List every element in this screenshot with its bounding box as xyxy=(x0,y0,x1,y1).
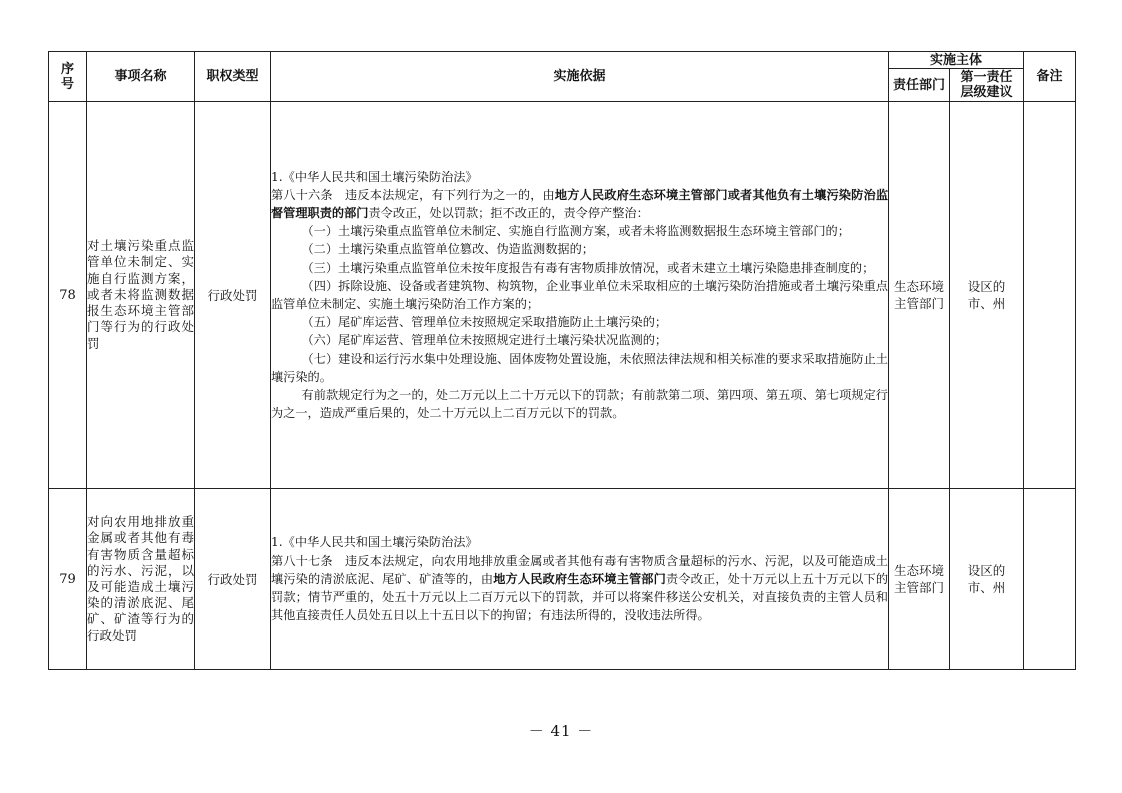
remark xyxy=(1024,102,1076,489)
responsibility-level: 设区的 市、州 xyxy=(950,489,1024,670)
header-power-type: 职权类型 xyxy=(195,52,271,102)
power-type: 行政处罚 xyxy=(195,102,271,489)
item-name: 对向农用地排放重金属或者其他有毒有害物质含量超标的污水、污泥，以及可能造成土壤污染的清淤底泥、尾矿、矿渣等行为的行政处罚 xyxy=(87,489,195,670)
article-text: 第八十六条 违反本法规定，有下列行为之一的，由地方人民政府生态环境主管部门或者其他负有土壤污染防治监督管理职责的部门责令改正，处以罚款；拒不改正的，责令停产整治： xyxy=(271,187,889,220)
clause-item: （二）土壤污染重点监管单位篡改、伪造监测数据的； xyxy=(301,242,594,257)
row-number: 78 xyxy=(49,102,87,489)
responsible-authority: 地方人民政府生态环境主管部门 xyxy=(493,571,666,586)
item-name: 对土壤污染重点监管单位未制定、实施自行监测方案，或者未将监测数据报生态环境主管部门等行为的行政处罚 xyxy=(87,102,195,489)
enforcement-table xyxy=(48,51,1076,670)
page-number: － 41 － xyxy=(528,722,594,740)
responsible-authority: 地方人民政府生态环境主管部门或者其他负有土壤污染防治监督管理职责的部门 xyxy=(271,187,889,220)
law-title: 1.《中华人民共和国土壤污染防治法》 xyxy=(271,169,478,184)
responsibility-level: 设区的 市、州 xyxy=(950,102,1024,489)
header-remark: 备注 xyxy=(1024,52,1076,102)
table-row xyxy=(49,102,1076,489)
responsible-dept: 生态环境主管部门 xyxy=(889,489,950,670)
header-dept: 责任部门 xyxy=(889,69,950,102)
header-subject: 实施主体 xyxy=(889,52,1024,69)
clause-item: （一）土壤污染重点监管单位未制定、实施自行监测方案，或者未将监测数据报生态环境主管部门的； xyxy=(301,224,850,239)
remark xyxy=(1024,489,1076,670)
clause-item: （六）尾矿库运营、管理单位未按照规定进行土壤污染状况监测的； xyxy=(301,333,668,348)
implementation-basis xyxy=(271,489,889,670)
clause-item: （三）土壤污染重点监管单位未按年度报告有毒有害物质排放情况，或者未建立土壤污染隐患排查制度的； xyxy=(301,260,875,275)
clause-item: （五）尾矿库运营、管理单位未按照规定采取措施防止土壤污染的； xyxy=(301,315,668,330)
power-type: 行政处罚 xyxy=(195,489,271,670)
header-basis: 实施依据 xyxy=(271,52,889,102)
header-item-name: 事项名称 xyxy=(87,52,195,102)
row-number: 79 xyxy=(49,489,87,670)
penalty-text: 有前款规定行为之一的，处二万元以上二十万元以下的罚款；有前款第二项、第四项、第五项、第七项规定行为之一，造成严重后果的，处二十万元以上二百万元以下的罚款。 xyxy=(271,388,888,421)
header-seq: 序 号 xyxy=(49,52,87,102)
responsible-dept: 生态环境主管部门 xyxy=(889,102,950,489)
clause-item: （四）拆除设施、设备或者建筑物、构筑物，企业事业单位未采取相应的土壤污染防治措施或者土壤污染重点监管单位未制定、实施土壤污染防治工作方案的； xyxy=(271,278,888,311)
article-text: 第八十七条 违反本法规定，向农用地排放重金属或者其他有毒有害物质含量超标的污水、污泥，以及可能造成土壤污染的清淤底泥、尾矿、矿渣等的，由地方人民政府生态环境主管部门责令改正，处十万元以上五十万元以下的罚款；情节严重的，处五十万元以上二百万元以下的罚款，并可以将案件移送公安机关，对直接负责的主管人员和其他直接责任人员处五日以上十五日以下的拘留；有违法所得的，没收违法所得。 xyxy=(271,553,889,623)
table-row xyxy=(49,489,1076,670)
header-level: 第一责任 层级建议 xyxy=(950,69,1024,102)
implementation-basis xyxy=(271,102,889,489)
clause-item: （七）建设和运行污水集中处理设施、固体废物处置设施，未依照法律法规和相关标准的要求采取措施防止土壤污染的。 xyxy=(271,351,888,384)
law-title: 1.《中华人民共和国土壤污染防治法》 xyxy=(271,535,478,550)
